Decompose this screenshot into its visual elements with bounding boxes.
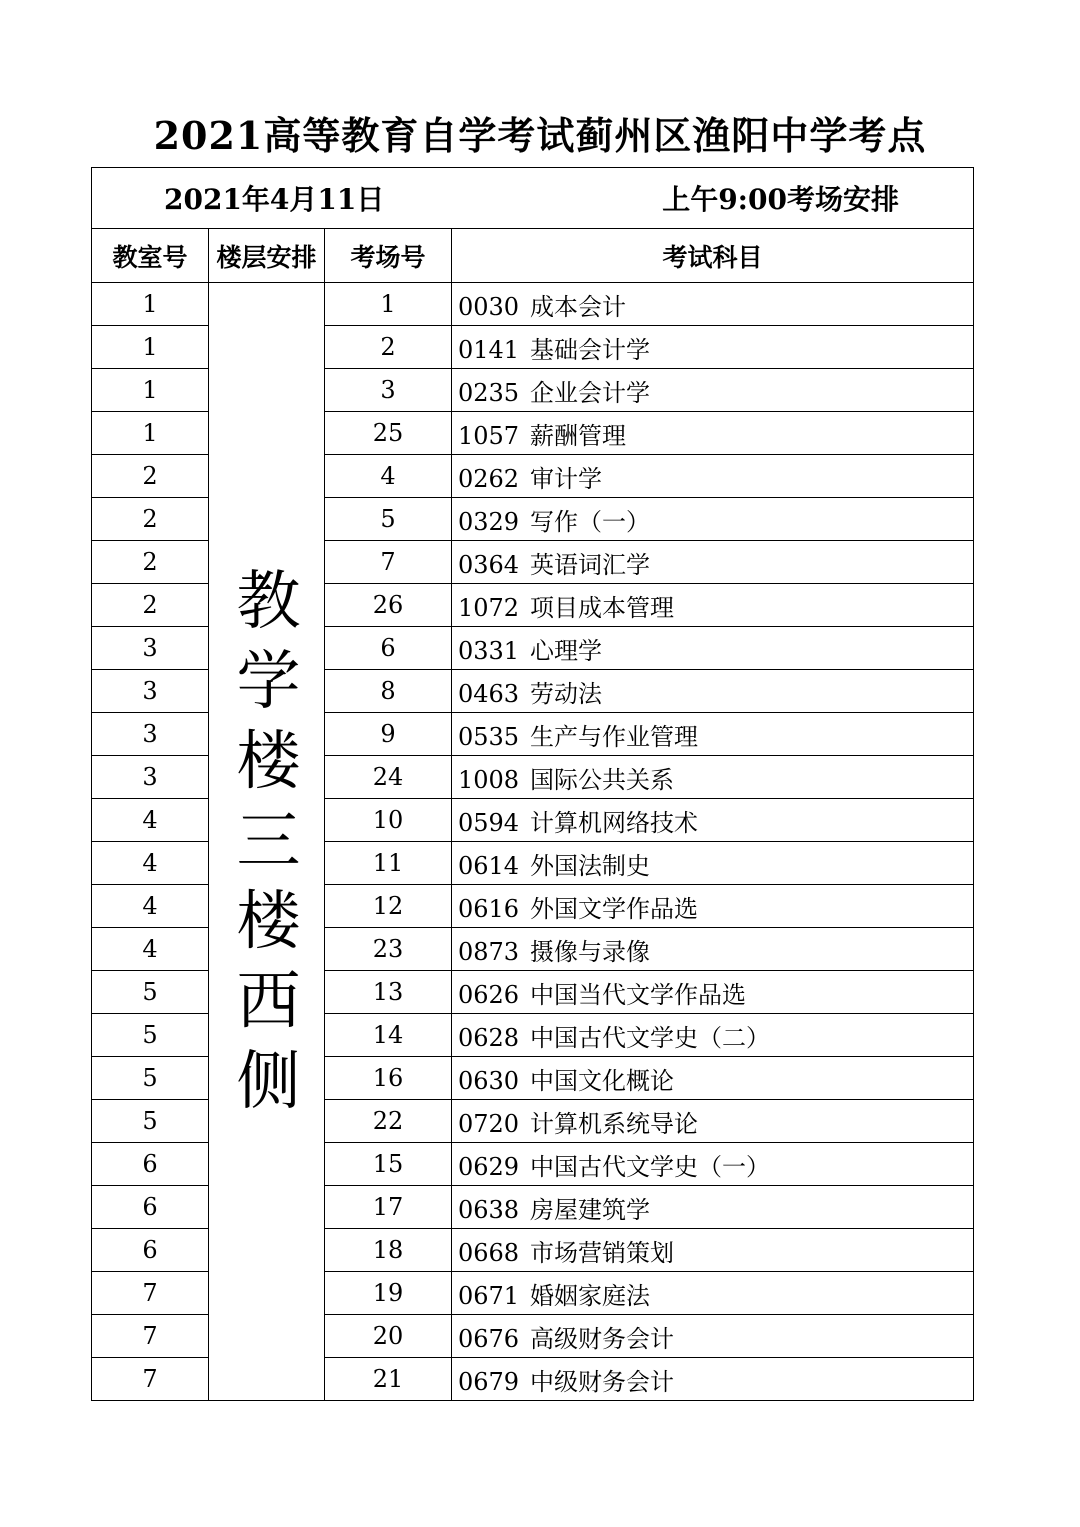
- exam-room-number: 24: [325, 756, 452, 799]
- room-number: 2: [92, 584, 209, 627]
- exam-room-number: 7: [325, 541, 452, 584]
- room-number: 2: [92, 541, 209, 584]
- exam-subject: [452, 1143, 974, 1186]
- exam-subject: [452, 541, 974, 584]
- exam-room-number: 26: [325, 584, 452, 627]
- exam-subject: [452, 1014, 974, 1057]
- subject-name: 中级财务会计: [530, 1367, 674, 1396]
- subject-name: 外国文学作品选: [530, 894, 698, 923]
- header-floor: 楼层安排: [209, 229, 325, 283]
- exam-subject: [452, 885, 974, 928]
- exam-subject: [452, 1057, 974, 1100]
- table-row: [92, 283, 974, 326]
- exam-date: 2021年4月11日: [164, 183, 385, 216]
- subject-code: 0614: [458, 851, 520, 880]
- subject-code: 0668: [458, 1238, 520, 1267]
- subject-name: 劳动法: [530, 679, 602, 708]
- subject-code: 0671: [458, 1281, 520, 1310]
- subject-name: 生产与作业管理: [530, 722, 698, 751]
- subject-code: 0676: [458, 1324, 520, 1353]
- room-number: 1: [92, 283, 209, 326]
- subject-code: 0679: [458, 1367, 520, 1396]
- exam-room-number: 18: [325, 1229, 452, 1272]
- subject-name: 中国古代文学史（一）: [530, 1152, 770, 1181]
- subject-code: 0331: [458, 636, 520, 665]
- subject-name: 中国当代文学作品选: [530, 980, 746, 1009]
- exam-subject: [452, 799, 974, 842]
- exam-subject: [452, 455, 974, 498]
- subject-name: 项目成本管理: [530, 593, 674, 622]
- room-number: 3: [92, 670, 209, 713]
- floor-label: 教学楼三楼西侧: [236, 564, 301, 1119]
- subject-name: 计算机网络技术: [530, 808, 698, 837]
- subject-code: 0630: [458, 1066, 520, 1095]
- schedule-table: [91, 167, 974, 1401]
- room-number: 2: [92, 498, 209, 541]
- exam-subject: [452, 498, 974, 541]
- room-number: 4: [92, 928, 209, 971]
- room-number: 1: [92, 369, 209, 412]
- exam-subject: [452, 713, 974, 756]
- subject-code: 0463: [458, 679, 520, 708]
- subject-name: 中国古代文学史（二）: [530, 1023, 770, 1052]
- info-row: [92, 168, 974, 229]
- exam-subject: [452, 412, 974, 455]
- schedule-body: [92, 168, 974, 1401]
- subject-name: 摄像与录像: [530, 937, 650, 966]
- exam-subject: [452, 670, 974, 713]
- room-number: 1: [92, 412, 209, 455]
- subject-name: 成本会计: [530, 292, 626, 321]
- exam-subject: [452, 283, 974, 326]
- subject-code: 0329: [458, 507, 520, 536]
- subject-name: 英语词汇学: [530, 550, 650, 579]
- subject-code: 0594: [458, 808, 520, 837]
- room-number: 5: [92, 1057, 209, 1100]
- exam-subject: [452, 756, 974, 799]
- room-number: 5: [92, 1014, 209, 1057]
- exam-room-number: 22: [325, 1100, 452, 1143]
- exam-room-number: 9: [325, 713, 452, 756]
- room-number: 3: [92, 756, 209, 799]
- floor-arrangement: [209, 283, 325, 1401]
- subject-code: 1072: [458, 593, 520, 622]
- subject-name: 基础会计学: [530, 335, 650, 364]
- exam-subject: [452, 1100, 974, 1143]
- room-number: 4: [92, 885, 209, 928]
- subject-code: 0030: [458, 292, 520, 321]
- subject-code: 0364: [458, 550, 520, 579]
- room-number: 4: [92, 799, 209, 842]
- subject-code: 1057: [458, 421, 520, 450]
- room-number: 7: [92, 1315, 209, 1358]
- exam-room-number: 13: [325, 971, 452, 1014]
- exam-room-number: 15: [325, 1143, 452, 1186]
- exam-room-number: 6: [325, 627, 452, 670]
- subject-name: 高级财务会计: [530, 1324, 674, 1353]
- exam-room-number: 3: [325, 369, 452, 412]
- subject-code: 0262: [458, 464, 520, 493]
- exam-room-number: 4: [325, 455, 452, 498]
- room-number: 2: [92, 455, 209, 498]
- exam-room-number: 16: [325, 1057, 452, 1100]
- subject-name: 写作（一）: [530, 507, 650, 536]
- exam-room-number: 11: [325, 842, 452, 885]
- subject-name: 中国文化概论: [530, 1066, 674, 1095]
- subject-code: 0628: [458, 1023, 520, 1052]
- subject-code: 0535: [458, 722, 520, 751]
- exam-room-number: 12: [325, 885, 452, 928]
- exam-subject: [452, 928, 974, 971]
- exam-room-number: 25: [325, 412, 452, 455]
- header-room: 教室号: [92, 229, 209, 283]
- subject-code: 0141: [458, 335, 520, 364]
- exam-session: 上午9:00考场安排: [662, 183, 899, 216]
- room-number: 6: [92, 1229, 209, 1272]
- subject-name: 薪酬管理: [530, 421, 626, 450]
- header-row: [92, 229, 974, 283]
- exam-subject: [452, 1186, 974, 1229]
- exam-room-number: 17: [325, 1186, 452, 1229]
- exam-subject: [452, 584, 974, 627]
- room-number: 7: [92, 1272, 209, 1315]
- exam-room-number: 21: [325, 1358, 452, 1401]
- subject-code: 0873: [458, 937, 520, 966]
- page-title: 2021高等教育自学考试蓟州区渔阳中学考点: [153, 113, 927, 158]
- room-number: 5: [92, 1100, 209, 1143]
- subject-code: 0626: [458, 980, 520, 1009]
- subject-code: 0629: [458, 1152, 520, 1181]
- subject-name: 市场营销策划: [530, 1238, 674, 1267]
- subject-name: 企业会计学: [530, 378, 650, 407]
- subject-name: 心理学: [530, 636, 602, 665]
- room-number: 3: [92, 627, 209, 670]
- room-number: 5: [92, 971, 209, 1014]
- exam-subject: [452, 842, 974, 885]
- exam-subject: [452, 971, 974, 1014]
- exam-room-number: 20: [325, 1315, 452, 1358]
- exam-room-number: 2: [325, 326, 452, 369]
- exam-room-number: 5: [325, 498, 452, 541]
- subject-name: 国际公共关系: [530, 765, 674, 794]
- exam-room-number: 10: [325, 799, 452, 842]
- schedule-sheet: [91, 167, 973, 1401]
- subject-code: 0638: [458, 1195, 520, 1224]
- exam-subject: [452, 1229, 974, 1272]
- room-number: 4: [92, 842, 209, 885]
- room-number: 7: [92, 1358, 209, 1401]
- exam-subject: [452, 627, 974, 670]
- room-number: 1: [92, 326, 209, 369]
- exam-room-number: 14: [325, 1014, 452, 1057]
- subject-name: 审计学: [530, 464, 602, 493]
- room-number: 3: [92, 713, 209, 756]
- exam-room-number: 19: [325, 1272, 452, 1315]
- room-number: 6: [92, 1186, 209, 1229]
- subject-name: 外国法制史: [530, 851, 650, 880]
- subject-code: 0235: [458, 378, 520, 407]
- exam-subject: [452, 1315, 974, 1358]
- exam-room-number: 1: [325, 283, 452, 326]
- room-number: 6: [92, 1143, 209, 1186]
- subject-name: 房屋建筑学: [530, 1195, 650, 1224]
- subject-code: 0720: [458, 1109, 520, 1138]
- exam-subject: [452, 1358, 974, 1401]
- exam-subject: [452, 369, 974, 412]
- subject-name: 婚姻家庭法: [530, 1281, 650, 1310]
- subject-code: 1008: [458, 765, 520, 794]
- exam-subject: [452, 326, 974, 369]
- header-subject: 考试科目: [452, 229, 974, 283]
- subject-code: 0616: [458, 894, 520, 923]
- info-cell: [92, 168, 974, 229]
- exam-subject: [452, 1272, 974, 1315]
- subject-name: 计算机系统导论: [530, 1109, 698, 1138]
- exam-room-number: 23: [325, 928, 452, 971]
- exam-room-number: 8: [325, 670, 452, 713]
- header-exam-room: 考场号: [325, 229, 452, 283]
